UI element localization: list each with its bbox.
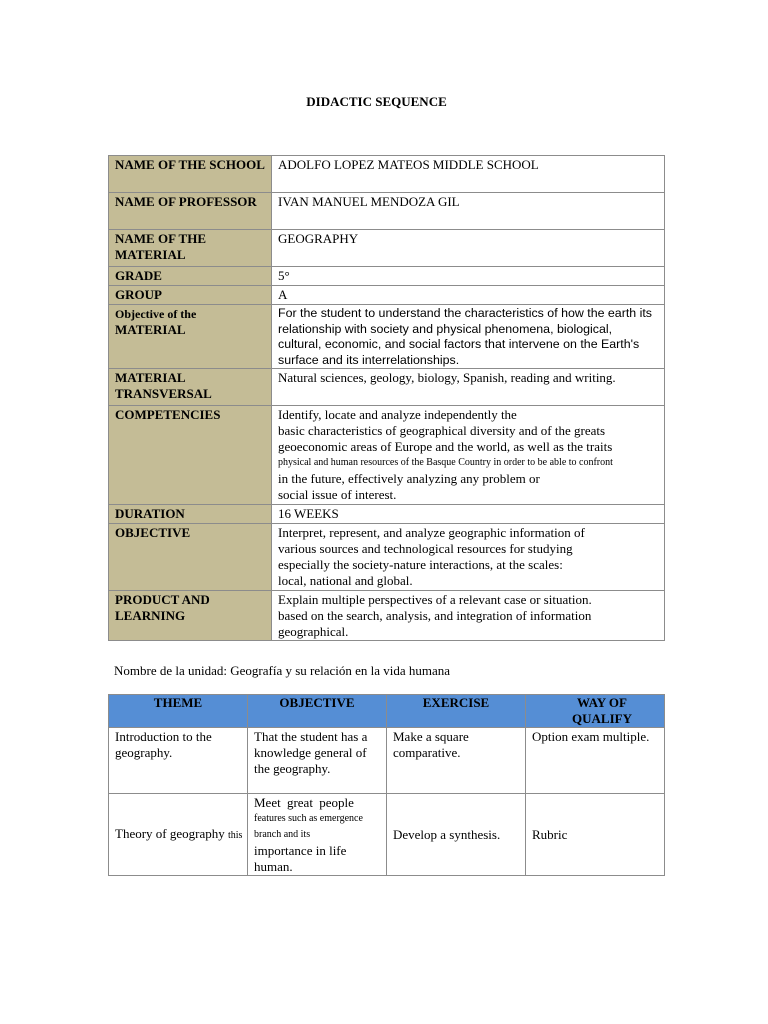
table-header-row [109, 695, 665, 728]
objective-material-label-line: Objective of the [115, 307, 197, 321]
competencies-line: basic characteristics of geographical diversity and of the greats [278, 423, 606, 438]
school-label: NAME OF THE SCHOOL [109, 156, 272, 193]
table-row [109, 728, 665, 794]
table-row [109, 156, 665, 193]
header-way-of-qualify [526, 695, 665, 728]
objective-line: especially the society-nature interactions, at the scales: [278, 557, 563, 572]
group-value: A [272, 286, 665, 305]
objective-material-value: For the student to understand the characteristics of how the earth its relationship with society and physical phenomena, biological, cultural, economic, and social factors that intervene on the Earth's surface and its interrelationships. [272, 305, 665, 369]
header-way-line: WAY OF [577, 695, 627, 710]
objective-line: various sources and technological resources for studying [278, 541, 573, 556]
group-label: GROUP [109, 286, 272, 305]
row2-objective-line: importance in life human. [254, 843, 347, 874]
material-label: NAME OF THE MATERIAL [109, 230, 272, 267]
row2-objective-small: branch and its [254, 829, 311, 840]
product-value [272, 591, 665, 641]
duration-value: 16 WEEKS [272, 505, 665, 524]
row1-exercise: Make a square comparative. [387, 728, 526, 794]
product-line: based on the search, analysis, and integration of information [278, 608, 592, 623]
table-row [109, 230, 665, 267]
professor-value: IVAN MANUEL MENDOZA GIL [272, 193, 665, 230]
table-row [109, 524, 665, 591]
objective-line: local, national and global. [278, 573, 413, 588]
objective-label: OBJECTIVE [109, 524, 272, 591]
product-label: PRODUCT AND LEARNING [109, 591, 272, 641]
table-row [109, 267, 665, 286]
grade-label: GRADE [109, 267, 272, 286]
row2-theme [109, 794, 248, 876]
row1-way: Option exam multiple. [526, 728, 665, 794]
header-way-line: QUALIFY [572, 711, 632, 726]
plan-table [108, 694, 665, 876]
product-line: geographical. [278, 624, 349, 639]
competencies-line: geoeconomic areas of Europe and the world, as well as the traits [278, 439, 613, 454]
table-row [109, 286, 665, 305]
header-exercise: EXERCISE [387, 695, 526, 728]
row1-theme: Introduction to the geography. [109, 728, 248, 794]
row2-theme-main: Theory of geography [115, 826, 225, 841]
competencies-line: physical and human resources of the Basque Country in order to be able to confront [278, 457, 613, 468]
table-row [109, 406, 665, 505]
product-line: Explain multiple perspectives of a relevant case or situation. [278, 592, 592, 607]
row2-way: Rubric [526, 794, 665, 876]
competencies-line: Identify, locate and analyze independently the [278, 407, 517, 422]
row2-objective-line: Meet great people [254, 795, 354, 810]
table-row [109, 193, 665, 230]
row2-objective-small: features such as emergence [254, 813, 363, 824]
transversal-value: Natural sciences, geology, biology, Spanish, reading and writing. [272, 369, 665, 406]
table-row [109, 369, 665, 406]
competencies-label: COMPETENCIES [109, 406, 272, 505]
grade-value: 5° [272, 267, 665, 286]
table-row [109, 305, 665, 369]
competencies-line: social issue of interest. [278, 487, 397, 502]
unit-name: Nombre de la unidad: Geografía y su relación en la vida humana [114, 663, 451, 678]
material-value: GEOGRAPHY [272, 230, 665, 267]
row2-theme-small: this [228, 830, 243, 841]
page-title: DIDACTIC SEQUENCE [306, 94, 447, 109]
objective-material-label-line: MATERIAL [115, 322, 186, 337]
table-row [109, 505, 665, 524]
table-row [109, 591, 665, 641]
objective-line: Interpret, represent, and analyze geographic information of [278, 525, 585, 540]
header-theme: THEME [109, 695, 248, 728]
school-value: ADOLFO LOPEZ MATEOS MIDDLE SCHOOL [272, 156, 665, 193]
duration-label: DURATION [109, 505, 272, 524]
transversal-label: MATERIAL TRANSVERSAL [109, 369, 272, 406]
objective-value [272, 524, 665, 591]
competencies-line: in the future, effectively analyzing any problem or [278, 471, 540, 486]
objective-material-label [109, 305, 272, 369]
row1-objective: That the student has a knowledge general of the geography. [248, 728, 387, 794]
row2-exercise: Develop a synthesis. [387, 794, 526, 876]
info-table [108, 155, 665, 641]
table-row [109, 794, 665, 876]
row2-objective [248, 794, 387, 876]
professor-label: NAME OF PROFESSOR [109, 193, 272, 230]
header-objective: OBJECTIVE [248, 695, 387, 728]
competencies-value [272, 406, 665, 505]
